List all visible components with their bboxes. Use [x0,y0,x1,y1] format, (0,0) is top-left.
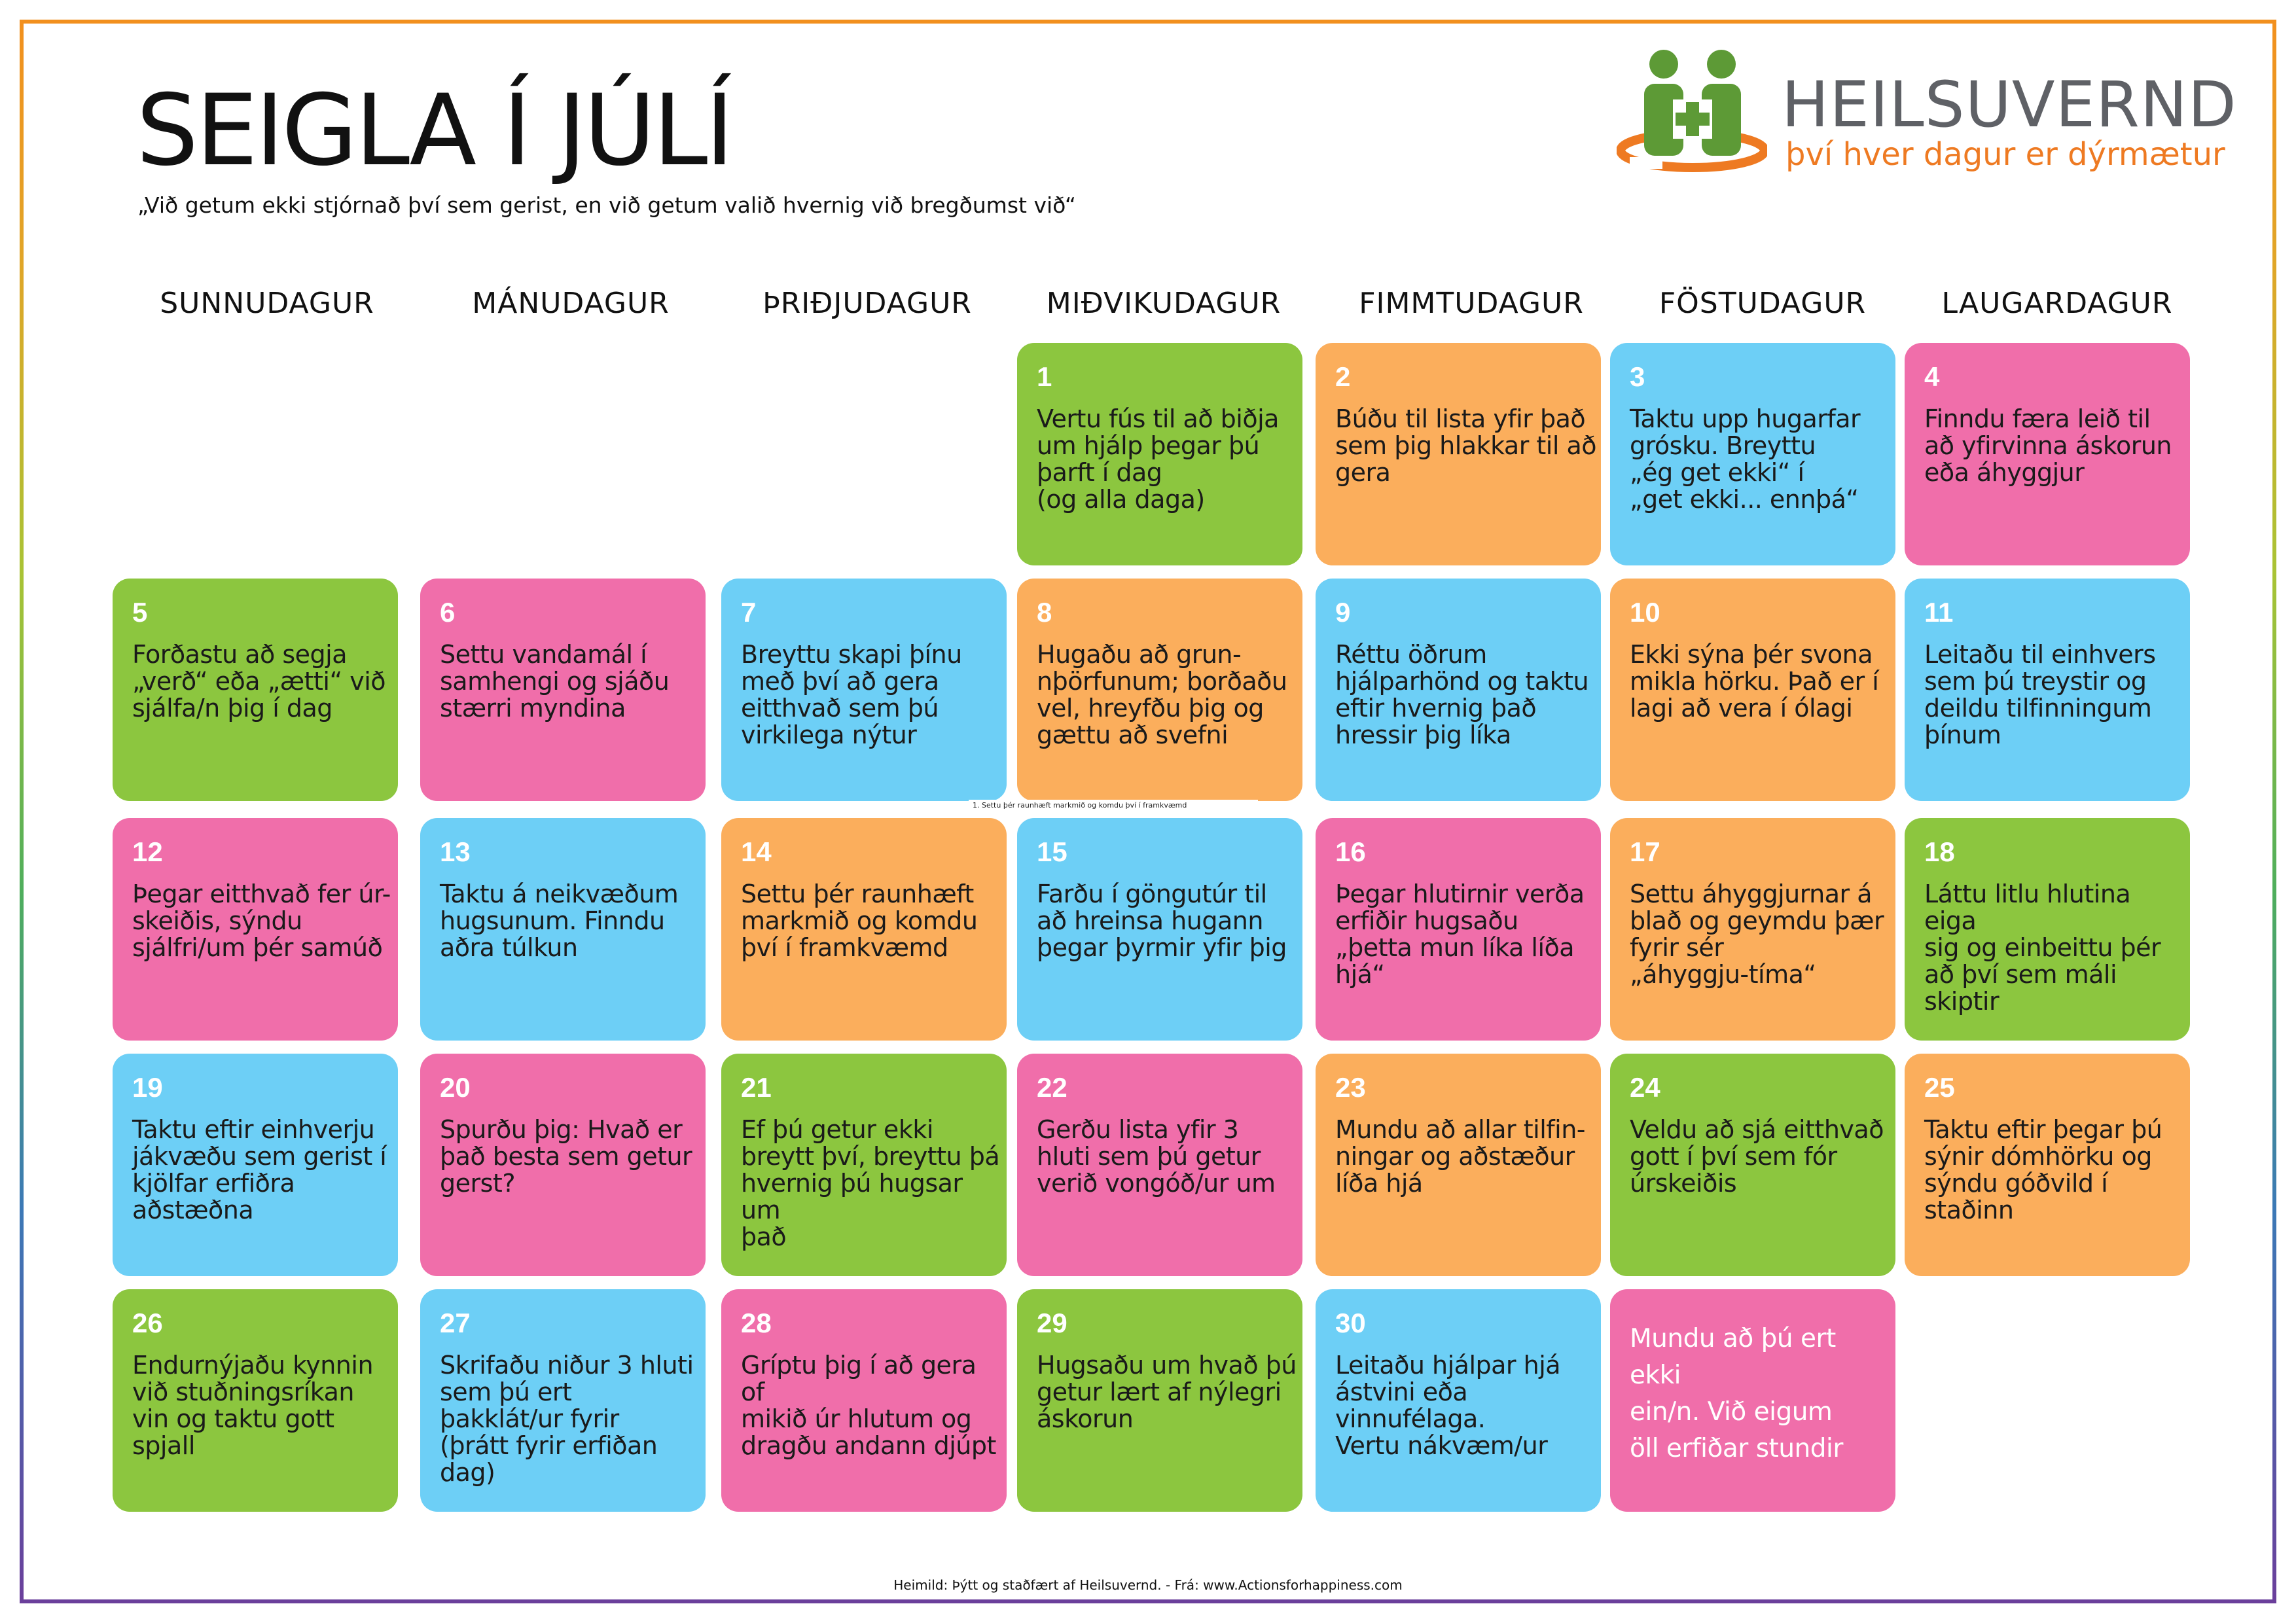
day-cell-1 [1017,343,1302,565]
closing-message: Mundu að þú ert ekki ein/n. Við eigum öll erfiðar stundir [1630,1324,1843,1463]
day-number: 8 [1037,597,1052,628]
day-cell-20 [420,1054,706,1276]
day-number: 20 [440,1072,471,1103]
day-number: 17 [1630,836,1660,867]
day-number: 14 [741,836,772,867]
day-cell-26 [113,1289,398,1512]
day-number: 7 [741,597,757,628]
day-cell-27 [420,1289,706,1512]
day-number: 9 [1335,597,1351,628]
day-prompt: Gríptu þig í að gera of mikið úr hlutum og dragðu andann djúpt [741,1351,996,1460]
day-number: 6 [440,597,456,628]
day-prompt: Leitaðu hjálpar hjá ástvini eða vinnufélaga. Vertu nákvæm/ur [1335,1351,1561,1460]
day-prompt: Þegar eitthvað fer úr- skeiðis, sýndu sjálfri/um þér samúð [132,880,391,962]
day-prompt: Veldu að sjá eitthvað gott í því sem fór úrskeiðis [1630,1115,1884,1198]
weekday-header: MÁNUDAGUR [472,287,670,320]
day-number: 16 [1335,836,1366,867]
day-number: 28 [741,1308,772,1338]
day-number: 12 [132,836,163,867]
day-prompt: Settu áhyggjurnar á blað og geymdu þær fyrir sér „áhyggju-tíma“ [1630,880,1884,989]
day-number: 4 [1924,361,1940,392]
day-cell-10 [1610,579,1895,801]
day-prompt: Hugaðu að grun- nþörfunum; borðaðu vel, hreyfðu þig og gættu að svefni [1037,640,1287,749]
day-prompt: Taktu upp hugarfar grósku. Breyttu „ég get ekki“ í „get ekki... ennþá“ [1630,404,1861,514]
day-cell-2 [1316,343,1601,565]
day-cell-21 [721,1054,1007,1276]
weekday-header: FÖSTUDAGUR [1659,287,1867,320]
day-number: 13 [440,836,471,867]
family-cross-icon [1617,46,1767,183]
day-cell-28 [721,1289,1007,1512]
day-number: 15 [1037,836,1067,867]
day-prompt: Finndu færa leið til að yfirvinna áskorun eða áhyggjur [1924,404,2172,487]
day-cell-7 [721,579,1007,801]
day-prompt: Þegar hlutirnir verða erfiðir hugsaðu „þetta mun líka líða hjá“ [1335,880,1585,989]
day-number: 10 [1630,597,1660,628]
day-number: 18 [1924,836,1955,867]
day-cell-30 [1316,1289,1601,1512]
day-number: 1 [1037,361,1052,392]
day-cell-19 [113,1054,398,1276]
logo-name: HEILSUVERND [1782,68,2237,141]
day-cell-24 [1610,1054,1895,1276]
day-prompt: Ekki sýna þér svona mikla hörku. Það er í lagi að vera í ólagi [1630,640,1879,722]
weekday-header: LAUGARDAGUR [1941,287,2173,320]
day-prompt: Breyttu skapi þínu með því að gera eitthvað sem þú virkilega nýtur [741,640,962,749]
day-prompt: Forðastu að segja „verð“ eða „ætti“ við sjálfa/n þig í dag [132,640,386,722]
day-cell-6 [420,579,706,801]
stray-footnote: 1. Settu þér raunhæft markmið og komdu því í framkvæmd [969,800,1258,811]
day-number: 2 [1335,361,1351,392]
day-cell-4 [1905,343,2190,565]
day-prompt: Settu vandamál í samhengi og sjáðu stærri myndina [440,640,670,722]
day-number: 11 [1924,597,1954,628]
day-cell-22 [1017,1054,1302,1276]
day-number: 23 [1335,1072,1366,1103]
day-cell-14 [721,818,1007,1041]
day-prompt: Spurðu þig: Hvað er það besta sem getur gerst? [440,1115,692,1198]
heilsuvernd-logo [1617,46,2237,183]
day-cell-25 [1905,1054,2190,1276]
day-prompt: Skrifaðu niður 3 hluti sem þú ert þakklát/ur fyrir (þrátt fyrir erfiðan dag) [440,1351,694,1487]
day-number: 3 [1630,361,1645,392]
day-cell-18 [1905,818,2190,1041]
weekday-header: MIÐVIKUDAGUR [1046,287,1282,320]
day-number: 21 [741,1072,772,1103]
closing-message-cell [1610,1289,1895,1512]
day-prompt: Mundu að allar tilfin- ningar og aðstæður líða hjá [1335,1115,1585,1198]
logo-tagline: því hver dagur er dýrmætur [1785,136,2225,173]
day-cell-9 [1316,579,1601,801]
page-quote: „Við getum ekki stjórnað því sem gerist, en við getum valið hvernig við bregðumst við“ [137,192,1076,218]
day-number: 22 [1037,1072,1067,1103]
day-cell-12 [113,818,398,1041]
day-cell-11 [1905,579,2190,801]
day-cell-17 [1610,818,1895,1041]
weekday-header: SUNNUDAGUR [160,287,374,320]
day-prompt: Farðu í göngutúr til að hreinsa hugann þegar þyrmir yfir þig [1037,880,1287,962]
weekday-header: ÞRIÐJUDAGUR [762,287,972,320]
source-credit: Heimild: Þýtt og staðfært af Heilsuvernd. - Frá: www.Actionsforhappiness.com [893,1577,1403,1593]
page-title: SEIGLA Í JÚLÍ [136,74,732,188]
day-prompt: Leitaðu til einhvers sem þú treystir og deildu tilfinningum þínum [1924,640,2156,749]
day-cell-16 [1316,818,1601,1041]
day-cell-29 [1017,1289,1302,1512]
day-prompt: Gerðu lista yfir 3 hluti sem þú getur verið vongóð/ur um [1037,1115,1276,1198]
day-prompt: Vertu fús til að biðja um hjálp þegar þú þarft í dag (og alla daga) [1037,404,1279,514]
day-prompt: Taktu eftir þegar þú sýnir dómhörku og sýndu góðvild í staðinn [1924,1115,2162,1224]
day-cell-8 [1017,579,1302,801]
day-prompt: Taktu eftir einhverju jákvæðu sem gerist í kjölfar erfiðra aðstæðna [132,1115,387,1224]
day-prompt: Réttu öðrum hjálparhönd og taktu eftir hvernig það hressir þig líka [1335,640,1589,749]
day-cell-15 [1017,818,1302,1041]
day-cell-5 [113,579,398,801]
day-number: 24 [1630,1072,1660,1103]
day-number: 29 [1037,1308,1067,1338]
day-number: 25 [1924,1072,1955,1103]
day-cell-3 [1610,343,1895,565]
day-cell-23 [1316,1054,1601,1276]
day-number: 19 [132,1072,163,1103]
day-prompt: Hugsaðu um hvað þú getur lært af nýlegri áskorun [1037,1351,1297,1433]
day-prompt: Ef þú getur ekki breytt því, breyttu þá hvernig þú hugsar um það [741,1115,1000,1251]
day-prompt: Búðu til lista yfir það sem þig hlakkar til að gera [1335,404,1597,487]
day-number: 5 [132,597,148,628]
day-prompt: Endurnýjaðu kynnin við stuðningsríkan vin og taktu gott spjall [132,1351,374,1460]
day-number: 30 [1335,1308,1366,1338]
day-prompt: Taktu á neikvæðum hugsunum. Finndu aðra túlkun [440,880,679,962]
day-cell-13 [420,818,706,1041]
day-prompt: Láttu litlu hlutina eiga sig og einbeittu þér að því sem máli skiptir [1924,880,2161,1016]
day-number: 27 [440,1308,471,1338]
day-number: 26 [132,1308,163,1338]
weekday-header: FIMMTUDAGUR [1359,287,1584,320]
day-prompt: Settu þér raunhæft markmið og komdu því í framkvæmd [741,880,978,962]
